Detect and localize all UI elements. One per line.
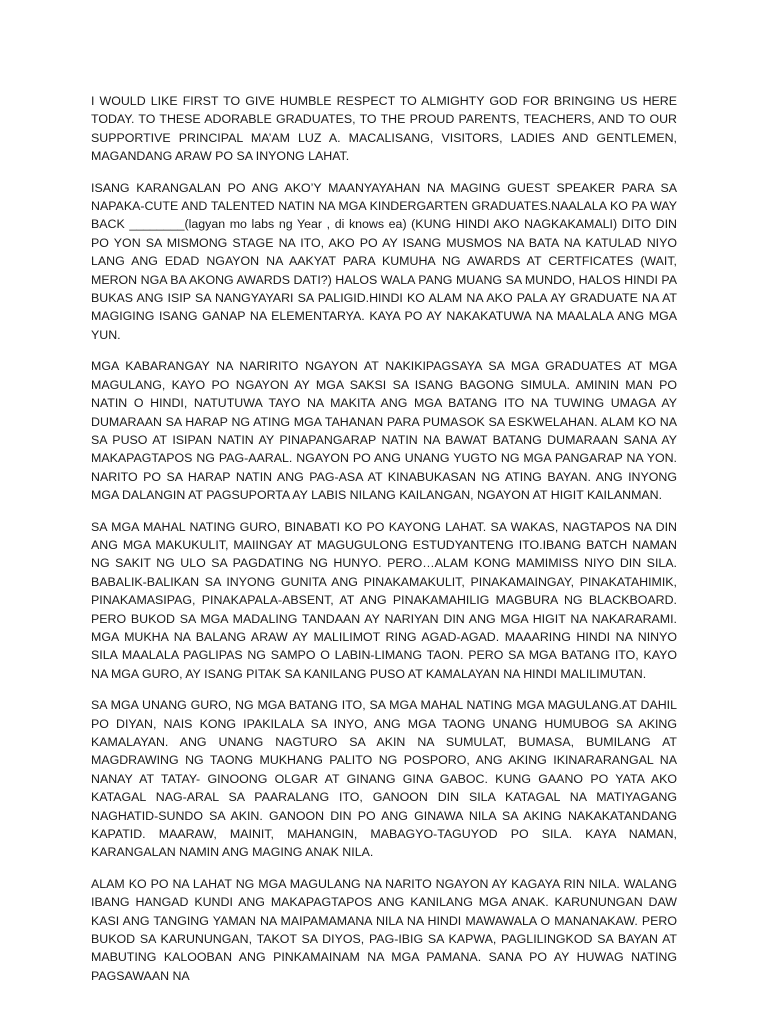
speech-body: [91, 92, 677, 1024]
paragraph-magulang: SA MGA UNANG GURO, NG MGA BATANG ITO, SA MGA MAHAL NATING MGA MAGULANG.AT DAHIL PO DIYAN, NAIS KONG IPAKILALA SA INYO, ANG MGA TAONG UNANG HUMUBOG SA AKING KAMALAYAN. ANG UNANG NAGTURO SA AKIN NA SUMULAT, BUMASA, BUMILANG AT MAGDRAWING NG TAONG MUKHANG PALITO NG POSPORO, ANG AKING IKINARARANGAL NA NANAY AT TATAY- GINOONG OLGAR AT GINANG GINA GABOC. KUNG GAANO PO YATA AKO KATAGAL NAG-ARAL SA PAARALANG ITO, GANOON DIN SILA KATAGAL NA MATIYAGANG NAGHATID-SUNDO SA AKIN. GANOON DIN PO ANG GINAWA NILA SA AKING NAKAKATANDANG KAPATID. MAARAW, MAINIT, MAHANGIN, MABAGYO-TAGUYOD PO SILA. KAYA NAMAN, KARANGALAN NAMIN ANG MAGING ANAK NILA.: [91, 698, 677, 860]
paragraph-kabarangay: MGA KABARANGAY NA NARIRITO NGAYON AT NAKIKIPAGSAYA SA MGA GRADUATES AT MGA MAGULANG, KAYO PO NGAYON AY MGA SAKSI SA ISANG BAGONG SIMULA. AMININ MAN PO NATIN O HINDI, NATUTUWA TAYO NA MAKITA ANG MGA BATANG ITO NA TUWING UMAGA AY DUMARAAN SA HARAP NG ATING MGA TAHANAN PARA PUMASOK SA ESKWELAHAN. ALAM KO NA SA PUSO AT ISIPAN NATIN AY PINAPANGARAP NATIN NA BAWAT BATANG DUMARAAN SANA AY MAKAPAGTAPOS NG PAG-AARAL. NGAYON PO ANG UNANG YUGTO NG MGA PANGARAP NA YON. NARITO PO SA HARAP NATIN ANG PAG-ASA AT KINABUKASAN NG ATING BAYAN. ANG INYONG MGA DALANGIN AT PAGSUPORTA AY LABIS NILANG KAILANGAN, NGAYON AT HIGIT KAILANMAN.: [91, 359, 677, 503]
paragraph-greeting: I WOULD LIKE FIRST TO GIVE HUMBLE RESPECT TO ALMIGHTY GOD FOR BRINGING US HERE TODAY. TO THESE ADORABLE GRADUATES, TO THE PROUD PARENTS, TEACHERS, AND TO OUR SUPPORTIVE PRINCIPAL MA’AM LUZ A. MACALISANG, VISITORS, LADIES AND GENTLEMEN, MAGANDANG ARAW PO SA INYONG LAHAT.: [91, 94, 677, 164]
paragraph-guro: SA MGA MAHAL NATING GURO, BINABATI KO PO KAYONG LAHAT. SA WAKAS, NAGTAPOS NA DIN ANG MGA MAKUKULIT, MAIINGAY AT MAGUGULONG ESTUDYANTENG ITO.IBANG BATCH NAMAN NG SAKIT NG ULO SA PAGDATING NG HUNYO. PERO…ALAM KONG MAMIMISS NIYO DIN SILA. BABALIK-BALIKAN SA INYONG GUNITA ANG PINAKAMAKULIT, PINAKAMAINGAY, PINAKATAHIMIK, PINAKAMASIPAG, PINAKAPALA-ABSENT, AT ANG PINAKAMAHILIG MAGBURA NG BLACKBOARD. PERO BUKOD SA MGA MADALING TANDAAN AY NARIYAN DIN ANG MGA HIGIT NA NAKARARAMI. MGA MUKHA NA BALANG ARAW AY MALILIMOT RING AGAD-AGAD. MAAARING HINDI NA NINYO SILA MAALALA PAGLIPAS NG SAMPO O LABIN-LIMANG TAON. PERO SA MGA BATANG ITO, KAYO NA MGA GURO, AY ISANG PITAK SA KANILANG PUSO AT KAMALAYAN NA HINDI MALILIMUTAN.: [91, 519, 677, 681]
paragraph-karunungan: ALAM KO PO NA LAHAT NG MGA MAGULANG NA NARITO NGAYON AY KAGAYA RIN NILA. WALANG IBANG HANGAD KUNDI ANG MAKAPAGTAPOS ANG KANILANG MGA ANAK. KARUNUNGAN DAW KASI ANG TANGING YAMAN NA MAIPAMAMANA NILA NA HINDI MAWAWALA O MANANAKAW. PERO BUKOD SA KARUNUNGAN, TAKOT SA DIYOS, PAG-IBIG SA KAPWA, PAGLILINGKOD SA BAYAN AT MABUTING KALOOBAN ANG PINKAMAINAM NA MGA PAMANA. SANA PO AY HUWAG NATING PAGSAWAAN NA: [91, 876, 677, 983]
paragraph-guest-speaker: ISANG KARANGALAN PO ANG AKO’Y MAANYAYAHAN NA MAGING GUEST SPEAKER PARA SA NAPAKA-CUTE AND TALENTED NATIN NA MGA KINDERGARTEN GRADUATES.NAALALA KO PA WAY BACK ________(lagyan mo labs ng Year , di knows ea) (KUNG HINDI AKO NAGKAKAMALI) DITO DIN PO YON SA MISMONG STAGE NA ITO, AKO PO AY ISANG MUSMOS NA BATA NA KATULAD NIYO LANG ANG EDAD NGAYON NA AAKYAT PARA KUMUHA NG AWARDS AT CERTFICATES (WAIT, MERON NGA BA AKONG AWARDS DATI?) HALOS WALA PANG MUANG SA MUNDO, HALOS HINDI PA BUKAS ANG ISIP SA NANGYAYARI SA PALIGID.HINDI KO ALAM NA AKO PALA AY GRADUATE NA AT MAGIGING ISANG GANAP NA ELEMENTARYA. KAYA PO AY NAKAKATUWA NA MAALALA ANG MGA YUN.: [91, 180, 677, 342]
